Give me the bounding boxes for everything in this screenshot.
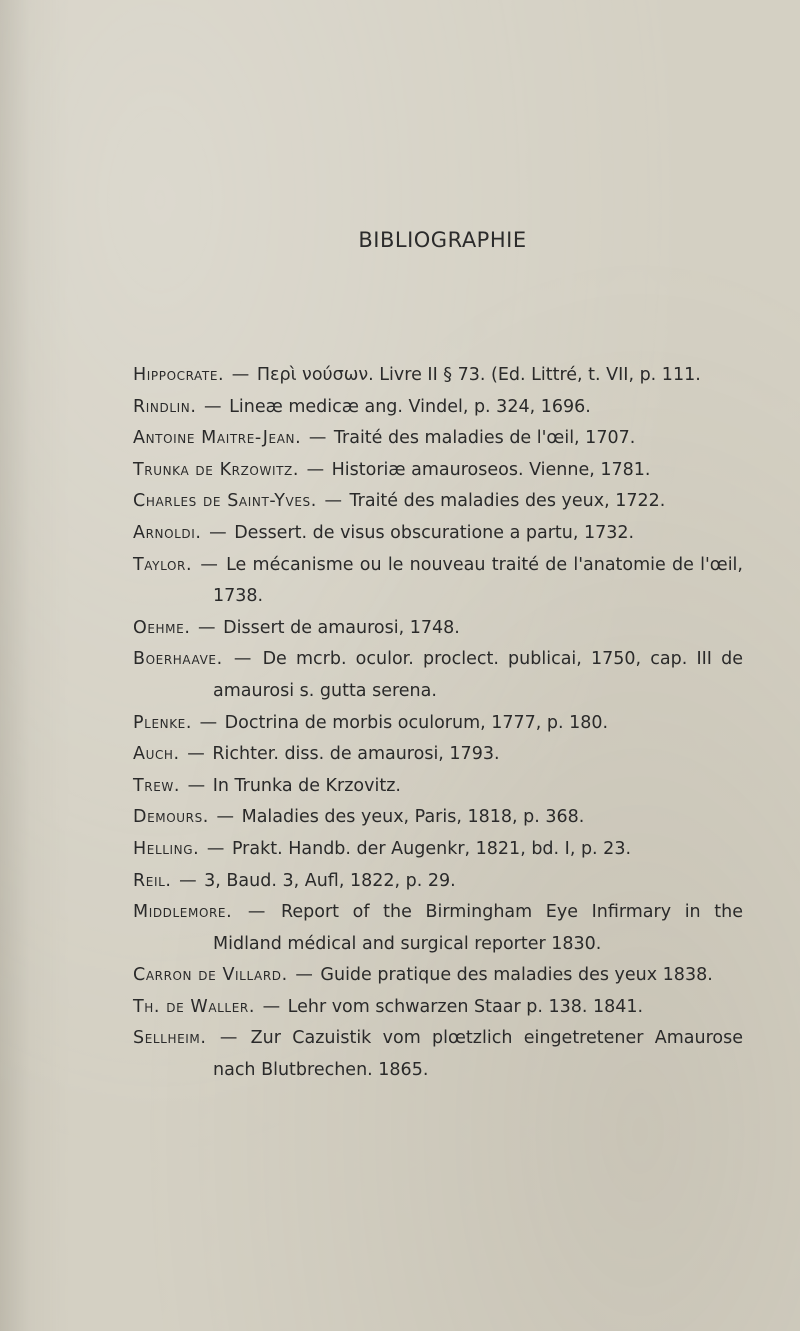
bibliography-entry <box>133 455 743 487</box>
bibliography-entry <box>133 802 743 834</box>
bibliography-entry <box>133 550 743 613</box>
entry-dash: — <box>192 617 222 638</box>
entry-text: Prakt. Handb. der Augenkr, 1821, bd. I, p. 23. <box>231 838 632 859</box>
entry-author: Helling. <box>133 838 200 859</box>
entry-author: Charles de Saint-Yves. <box>133 491 317 512</box>
entry-dash: — <box>210 807 240 828</box>
bibliography-entry <box>133 992 743 1024</box>
entry-text: Doctrina de morbis oculorum, 1777, p. 180. <box>224 712 609 733</box>
bibliography-entry <box>133 644 743 707</box>
bibliography-entry <box>133 960 743 992</box>
entry-dash: — <box>181 744 211 765</box>
entry-text: 3, Baud. 3, Aufl, 1822, p. 29. <box>204 870 456 891</box>
entry-dash: — <box>303 428 332 449</box>
page-title <box>0 228 800 252</box>
bibliography-entry <box>133 866 743 898</box>
entry-dash: — <box>289 965 319 986</box>
entry-dash: — <box>234 902 280 923</box>
entry-dash: — <box>182 775 211 796</box>
entry-author: Plenke. <box>133 712 193 733</box>
entry-author: Reil. <box>133 870 172 891</box>
bibliography-entry <box>133 486 743 518</box>
entry-author: Auch. <box>133 744 180 765</box>
entry-text: In Trunka de Krzovitz. <box>212 775 401 796</box>
entry-author: Arnoldi. <box>133 522 202 543</box>
entry-dash: — <box>226 365 255 385</box>
entry-text: Traité des maladies de l'œil, 1707. <box>333 428 636 449</box>
entry-author: Th. de Waller. <box>133 996 255 1017</box>
bibliography-entry <box>133 392 743 424</box>
entry-text: Guide pratique des maladies des yeux 1838. <box>320 965 713 986</box>
entry-dash: — <box>173 870 203 891</box>
entry-author: Oehme. <box>133 617 191 638</box>
entry-text: De mcrb. oculor. proclect. publicai, 1750, cap. III de amaurosi s. gutta serena. <box>213 649 743 701</box>
bibliography-entry <box>133 518 743 550</box>
entry-dash: — <box>203 522 233 543</box>
entry-author: Boerhaave. <box>133 649 223 670</box>
entry-author: Trunka de Krzowitz. <box>133 459 299 480</box>
entry-author: Trew. <box>133 775 181 796</box>
entry-author: Hippocrate. <box>133 365 225 385</box>
entry-author: Carron de Villard. <box>133 965 288 986</box>
bibliography-entry <box>133 834 743 866</box>
entry-author: Antoine Maitre-Jean. <box>133 428 302 449</box>
entry-text: Dessert. de visus obscuratione a partu, 1732. <box>234 522 635 543</box>
entry-dash: — <box>224 649 261 670</box>
bibliography-entry <box>133 423 743 455</box>
entry-text: Lehr vom schwarzen Staar p. 138. 1841. <box>287 996 644 1017</box>
bibliography-entry <box>133 897 743 960</box>
entry-dash: — <box>201 838 230 859</box>
entry-text: Traité des maladies des yeux, 1722. <box>349 491 666 512</box>
entry-author: Demours. <box>133 807 209 828</box>
entry-dash: — <box>208 1028 249 1049</box>
bibliography-entry <box>133 739 743 771</box>
entry-author: Taylor. <box>133 554 193 575</box>
bibliography-list <box>133 360 743 1087</box>
bibliography-entry <box>133 1023 743 1086</box>
entry-text: Lineæ medicæ ang. Vindel, p. 324, 1696. <box>229 396 591 417</box>
entry-dash: — <box>198 396 228 417</box>
entry-author: Sellheim. <box>133 1028 207 1049</box>
entry-text: Le mécanisme ou le nouveau traité de l'anatomie de l'œil, 1738. <box>213 554 743 607</box>
entry-text: Maladies des yeux, Paris, 1818, p. 368. <box>241 807 585 828</box>
entry-text: Dissert de amaurosi, 1748. <box>223 617 460 638</box>
page-title-text: BIBLIOGRAPHIE <box>358 228 527 252</box>
entry-text: Report of the Birmingham Eye Infirmary in the Midland médical and surgical reporter 1830. <box>213 902 743 954</box>
entry-dash: — <box>194 712 223 733</box>
bibliography-entry <box>133 771 743 803</box>
entry-dash: — <box>194 554 225 575</box>
bibliography-entry <box>133 360 743 392</box>
bibliography-entry <box>133 613 743 645</box>
bibliography-entry <box>133 708 743 740</box>
entry-text: Περὶ νούσων. Livre II § 73. (Ed. Littré, t. VII, p. 111. <box>256 365 701 385</box>
entry-author: Rindlin. <box>133 396 197 417</box>
entry-dash: — <box>257 996 286 1017</box>
entry-text: Historiæ amauroseos. Vienne, 1781. <box>331 459 651 480</box>
entry-dash: — <box>301 459 330 480</box>
entry-author: Middlemore. <box>133 902 233 923</box>
entry-dash: — <box>318 491 348 512</box>
entry-text: Zur Cazuistik vom plœtzlich eingetretener Amaurose nach Blutbrechen. 1865. <box>213 1028 743 1081</box>
entry-text: Richter. diss. de amaurosi, 1793. <box>212 744 500 765</box>
